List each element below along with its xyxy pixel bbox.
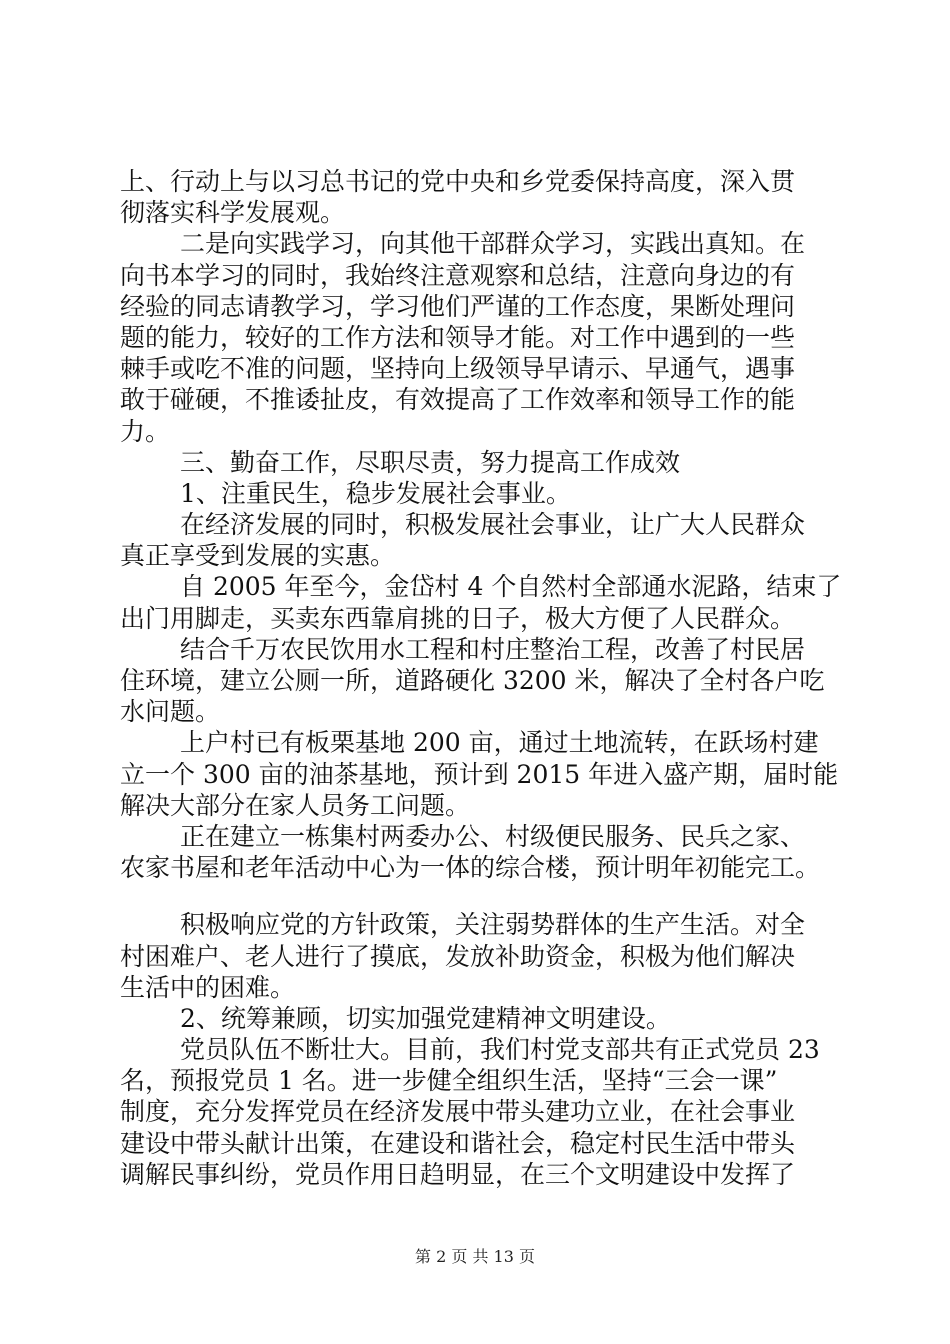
text-line: 建设中带头献计出策，在建设和谐社会，稳定村民生活中带头 — [120, 1128, 796, 1158]
page-number-label: 第 2 页 共 13 页 — [415, 1247, 535, 1266]
text-line: 在经济发展的同时，积极发展社会事业，让广大人民群众 — [180, 510, 806, 540]
text-line: 结合千万农民饮用水工程和村庄整治工程，改善了村民居 — [180, 634, 806, 664]
paragraph-gap — [120, 883, 840, 909]
text-line: 党员队伍不断壮大。目前，我们村党支部共有正式党员 23 — [180, 1035, 820, 1065]
page-footer — [0, 1244, 950, 1267]
section-heading: 三、勤奋工作，尽职尽责，努力提高工作成效 — [180, 447, 681, 477]
text-line: 解决大部分在家人员务工问题。 — [120, 790, 471, 820]
document-body — [120, 166, 840, 1190]
text-line: 村困难户、老人进行了摸底，发放补助资金，积极为他们解决 — [120, 941, 796, 971]
text-line: 上户村已有板栗基地 200 亩，通过土地流转，在跃场村建 — [180, 728, 819, 758]
subsection-heading: 1、注重民生，稳步发展社会事业。 — [180, 478, 571, 508]
text-line: 农家书屋和老年活动中心为一体的综合楼，预计明年初能完工。 — [120, 853, 821, 883]
text-line: 彻落实科学发展观。 — [120, 198, 346, 228]
text-line: 立一个 300 亩的油茶基地，预计到 2015 年进入盛产期，届时能 — [120, 759, 839, 789]
subsection-heading: 2、统筹兼顾，切实加强党建精神文明建设。 — [180, 1003, 671, 1033]
text-line: 经验的同志请教学习，学习他们严谨的工作态度，果断处理问 — [120, 291, 796, 321]
text-line: 上、行动上与以习总书记的党中央和乡党委保持高度，深入贯 — [120, 167, 796, 196]
text-line: 出门用脚走，买卖东西靠肩挑的日子，极大方便了人民群众。 — [120, 603, 796, 633]
text-line: 调解民事纠纷，党员作用日趋明显，在三个文明建设中发挥了 — [120, 1159, 796, 1189]
text-line: 名，预报党员 1 名。进一步健全组织生活，坚持“三会一课” — [120, 1066, 778, 1096]
text-line: 题的能力，较好的工作方法和领导才能。对工作中遇到的一些 — [120, 322, 796, 352]
text-line: 自 2005 年至今，金岱村 4 个自然村全部通水泥路，结束了 — [180, 572, 842, 602]
text-line: 生活中的困难。 — [120, 972, 296, 1002]
text-line: 水问题。 — [120, 697, 221, 727]
text-line: 制度，充分发挥党员在经济发展中带头建功立业，在社会事业 — [120, 1097, 796, 1127]
text-line: 敢于碰硬，不推诿扯皮，有效提高了工作效率和领导工作的能 — [120, 385, 796, 415]
text-line: 真正享受到发展的实惠。 — [120, 541, 396, 571]
text-line: 二是向实践学习，向其他干部群众学习，实践出真知。在 — [180, 229, 806, 259]
text-line: 积极响应党的方针政策，关注弱势群体的生产生活。对全 — [180, 910, 806, 940]
text-line: 棘手或吃不准的问题，坚持向上级领导早请示、早通气，遇事 — [120, 354, 796, 384]
text-line: 正在建立一栋集村两委办公、村级便民服务、民兵之家、 — [180, 821, 806, 851]
text-line: 力。 — [120, 416, 171, 446]
text-line: 向书本学习的同时，我始终注意观察和总结，注意向身边的有 — [120, 260, 796, 290]
text-line: 住环境，建立公厕一所，道路硬化 3200 米，解决了全村各户吃 — [120, 666, 825, 695]
